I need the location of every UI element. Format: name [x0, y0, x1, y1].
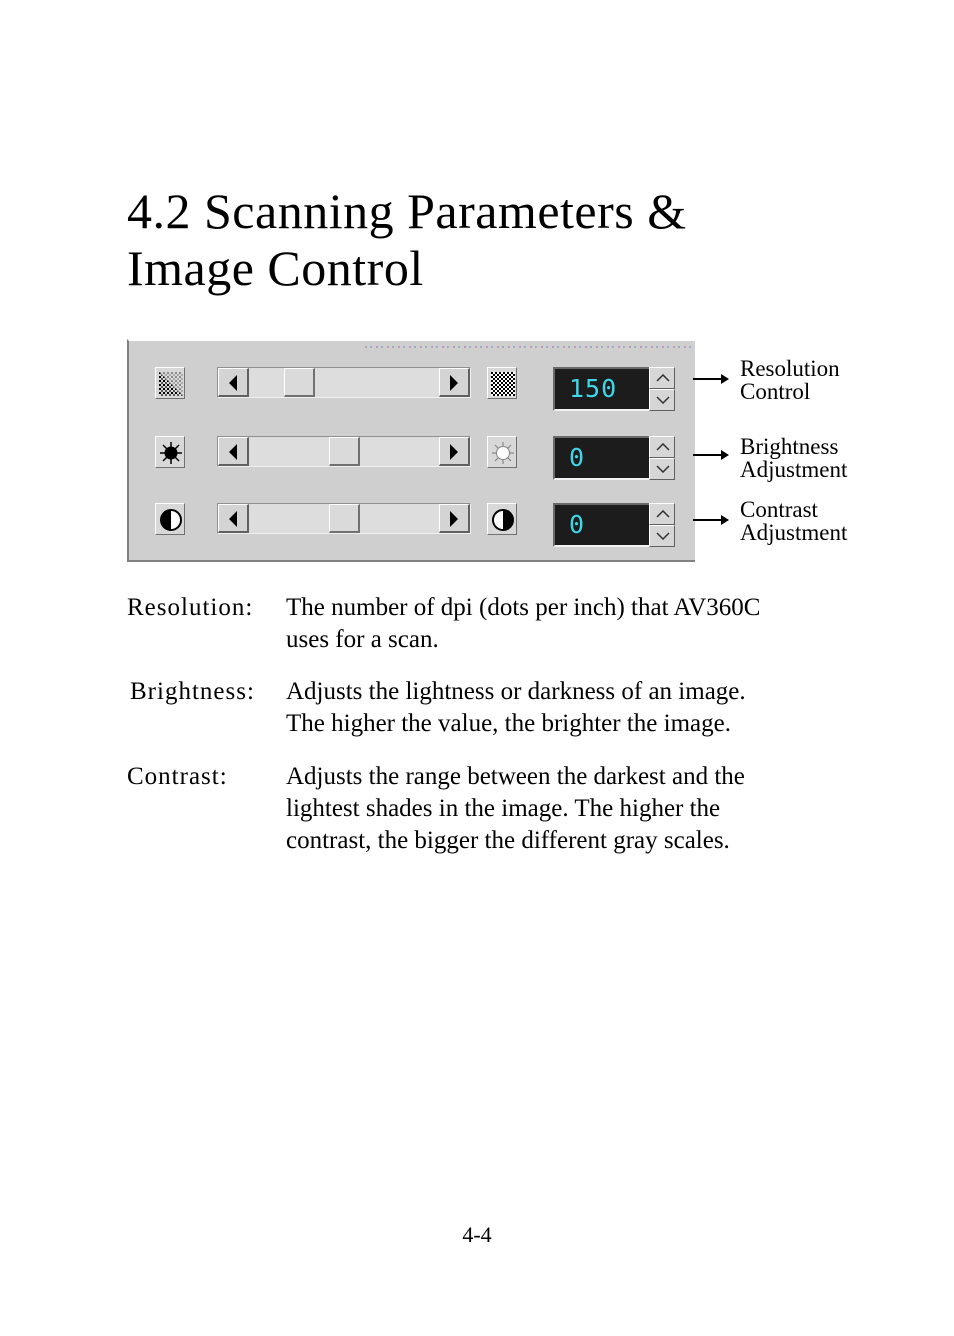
brightness-callout-line-2: Adjustment — [740, 457, 848, 482]
brightness-slider[interactable] — [217, 436, 471, 467]
contrast-slider[interactable] — [217, 503, 471, 534]
arrow-right-icon — [693, 435, 733, 479]
section-title — [127, 183, 687, 297]
brightness-spin-down-button[interactable] — [649, 458, 675, 480]
brightness-callout-label — [740, 435, 847, 481]
brightness-row — [129, 432, 695, 482]
contrast-left-icon[interactable] — [155, 503, 185, 535]
contrast-description-line-2: lightest shades in the image. The higher the — [286, 795, 721, 822]
contrast-description — [286, 761, 846, 857]
arrow-right-icon — [693, 357, 733, 401]
resolution-slider[interactable] — [217, 367, 471, 398]
resolution-description-line-1: The number of dpi (dots per inch) that AV360C — [286, 594, 761, 621]
resolution-spin-up-button[interactable] — [649, 367, 675, 389]
brightness-term: Brightness: — [130, 678, 255, 705]
contrast-description-line-3: contrast, the bigger the different gray scales. — [286, 827, 730, 854]
resolution-callout-line-2: Control — [740, 379, 811, 404]
resolution-row — [129, 363, 695, 413]
brightness-spin-up-button[interactable] — [649, 436, 675, 458]
resolution-value: 150 — [569, 374, 618, 403]
brightness-decrease-button[interactable] — [218, 437, 249, 466]
brightness-slider-thumb[interactable] — [329, 437, 360, 466]
brightness-increase-button[interactable] — [439, 437, 470, 466]
brightness-value: 0 — [569, 443, 586, 472]
sun-light-icon[interactable] — [487, 436, 517, 468]
section-title-line-2: Image Control — [127, 240, 424, 296]
resolution-display — [553, 367, 651, 411]
contrast-spinner — [649, 503, 675, 547]
contrast-slider-thumb[interactable] — [329, 504, 360, 533]
page-number: 4-4 — [462, 1222, 492, 1247]
contrast-row — [129, 499, 695, 549]
contrast-callout-label — [740, 498, 847, 544]
brightness-callout-line-1: Brightness — [740, 434, 839, 459]
scan-control-panel — [127, 339, 695, 562]
resolution-callout-label — [740, 357, 840, 403]
sun-dark-icon[interactable] — [155, 436, 185, 468]
section-title-line-1: 4.2 Scanning Parameters & — [127, 183, 687, 239]
dither-high-icon[interactable] — [487, 367, 517, 399]
resolution-term: Resolution: — [127, 594, 254, 621]
resolution-increase-button[interactable] — [439, 368, 470, 397]
contrast-display — [553, 503, 651, 547]
contrast-decrease-button[interactable] — [218, 504, 249, 533]
resolution-description — [286, 592, 846, 656]
brightness-description-line-1: Adjusts the lightness or darkness of an image. — [286, 678, 746, 705]
contrast-spin-down-button[interactable] — [649, 525, 675, 547]
brightness-display — [553, 436, 651, 480]
dither-low-icon[interactable] — [155, 367, 185, 399]
brightness-description-line-2: The higher the value, the brighter the image. — [286, 710, 731, 737]
resolution-slider-thumb[interactable] — [284, 368, 315, 397]
resolution-description-line-2: uses for a scan. — [286, 626, 439, 653]
resolution-spin-down-button[interactable] — [649, 389, 675, 411]
contrast-callout-line-1: Contrast — [740, 497, 818, 522]
contrast-spin-up-button[interactable] — [649, 503, 675, 525]
contrast-term: Contrast: — [127, 763, 228, 790]
brightness-description — [286, 676, 846, 740]
contrast-callout-line-2: Adjustment — [740, 520, 848, 545]
resolution-decrease-button[interactable] — [218, 368, 249, 397]
contrast-increase-button[interactable] — [439, 504, 470, 533]
contrast-description-line-1: Adjusts the range between the darkest and the — [286, 763, 745, 790]
contrast-value: 0 — [569, 510, 586, 539]
brightness-spinner — [649, 436, 675, 480]
arrow-right-icon — [693, 498, 733, 542]
resolution-spinner — [649, 367, 675, 411]
resolution-callout-line-1: Resolution — [740, 356, 840, 381]
contrast-right-icon[interactable] — [487, 503, 517, 535]
panel-decoration — [365, 346, 695, 348]
